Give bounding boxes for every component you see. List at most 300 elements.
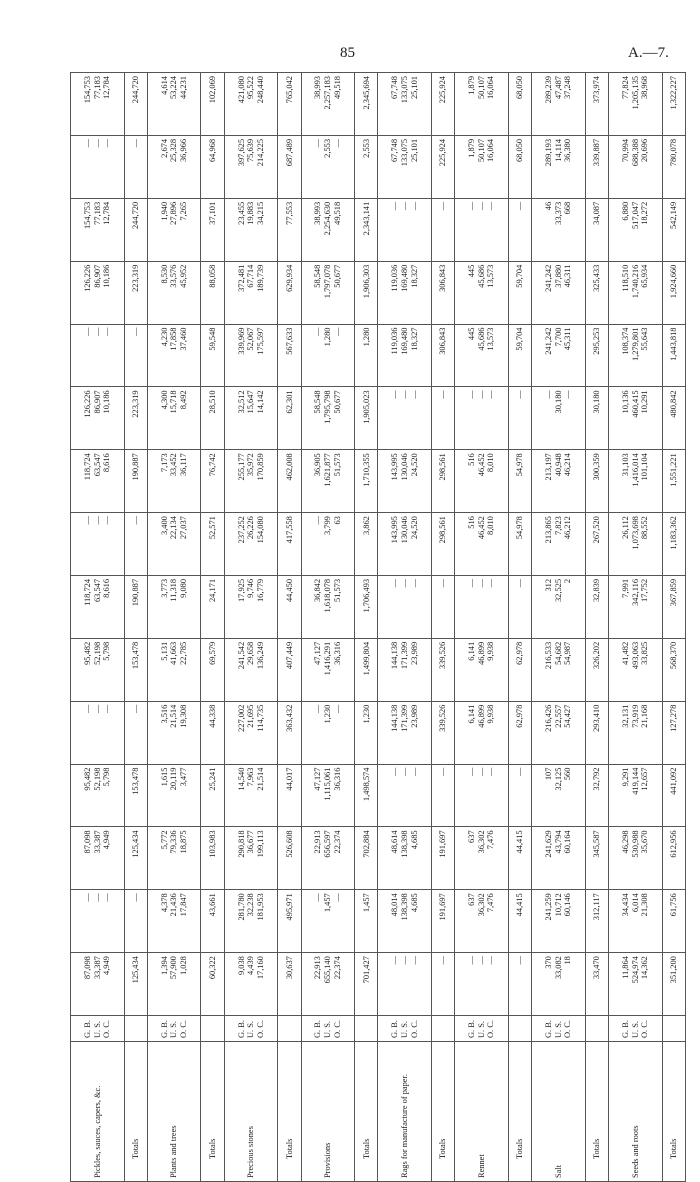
- value-cell: [224, 513, 278, 576]
- total-value-cell: 153,478: [124, 764, 147, 827]
- value: 7,823: [553, 516, 563, 535]
- value-cell: [301, 450, 355, 513]
- value-cell: [71, 953, 125, 1016]
- value-cell: [301, 513, 355, 576]
- totals-country-cell: [432, 1016, 455, 1042]
- value: 77,183: [92, 76, 102, 100]
- total-value-cell: 244,720: [124, 198, 147, 261]
- total-value-cell: 567,633: [278, 324, 301, 387]
- value-cell: [378, 324, 432, 387]
- value: 20,696: [640, 138, 650, 162]
- country-cell: [147, 1016, 201, 1042]
- value: 6,141: [467, 641, 477, 661]
- value-cell: [224, 387, 278, 450]
- total-value-cell: 526,608: [278, 827, 301, 890]
- value-cell: [301, 73, 355, 136]
- value: 45,952: [178, 264, 188, 288]
- value: 21,168: [640, 704, 650, 728]
- total-value-cell: 25,241: [201, 764, 224, 827]
- value: —: [92, 138, 102, 148]
- value: 1,205,135: [630, 76, 640, 110]
- value: 6,141: [467, 704, 477, 724]
- totals-country-cell: [585, 1016, 608, 1042]
- value: 9,291: [620, 767, 630, 787]
- total-value-cell: 612,956: [662, 827, 685, 890]
- country-code: O. C.: [255, 1020, 265, 1038]
- value: 29,658: [246, 641, 256, 665]
- totals-row: [585, 73, 608, 1182]
- value-cell: [609, 513, 663, 576]
- value: —: [82, 516, 92, 525]
- value: 5,131: [159, 641, 169, 661]
- value: 33,825: [640, 641, 650, 665]
- value: 34,215: [255, 201, 265, 225]
- value: 95,482: [82, 641, 92, 665]
- value: 14,142: [255, 390, 265, 414]
- value: 46,311: [563, 264, 573, 288]
- value: 32,525: [553, 578, 563, 603]
- value-cell: [532, 135, 586, 198]
- value: 4,949: [102, 956, 112, 975]
- total-value-cell: 68,050: [508, 73, 531, 136]
- value: 14,114: [553, 138, 563, 162]
- value-cell: [378, 261, 432, 324]
- value: 8,010: [486, 516, 496, 535]
- value-cell: [147, 513, 201, 576]
- value-cell: [609, 135, 663, 198]
- value: 241,242: [544, 264, 554, 292]
- value: 130,046: [399, 516, 409, 544]
- value: 87,098: [82, 830, 92, 854]
- value: 54,987: [563, 641, 573, 665]
- total-value-cell: 125,434: [124, 827, 147, 890]
- table-row: [71, 73, 125, 1182]
- value: —: [409, 578, 419, 588]
- value-cell: [532, 890, 586, 953]
- totals-row: [432, 73, 455, 1182]
- value: 290,818: [236, 830, 246, 858]
- total-value-cell: 568,370: [662, 638, 685, 701]
- country-code: G. B.: [236, 1020, 246, 1038]
- total-value-cell: —: [124, 135, 147, 198]
- value-cell: [455, 73, 509, 136]
- total-value-cell: 373,974: [585, 73, 608, 136]
- value: —: [476, 767, 486, 776]
- value-cell: [224, 764, 278, 827]
- value: 342,116: [630, 578, 640, 606]
- total-value-cell: 462,008: [278, 450, 301, 513]
- total-value-cell: 367,859: [662, 575, 685, 638]
- value: 101,104: [640, 453, 650, 481]
- value: 63,547: [92, 453, 102, 477]
- total-value-cell: 44,415: [508, 890, 531, 953]
- total-value-cell: —: [432, 764, 455, 827]
- value: 46: [544, 201, 554, 211]
- value: 114,735: [255, 704, 265, 732]
- value: 46,298: [620, 830, 630, 854]
- value: 171,399: [399, 704, 409, 732]
- value-cell: [609, 198, 663, 261]
- value-cell: [455, 953, 509, 1016]
- total-value-cell: 339,526: [432, 638, 455, 701]
- value: 281,780: [236, 893, 246, 921]
- value: 169,480: [399, 327, 409, 355]
- value: 77,824: [620, 76, 630, 100]
- value: 19,883: [246, 201, 256, 225]
- value: 241,259: [544, 893, 554, 921]
- value: 60,146: [563, 893, 573, 917]
- value-cell: [147, 638, 201, 701]
- value: 45,311: [563, 327, 573, 351]
- total-value-cell: 44,450: [278, 575, 301, 638]
- total-value-cell: 225,924: [432, 73, 455, 136]
- value: 421,080: [236, 76, 246, 104]
- value-cell: [455, 827, 509, 890]
- total-value-cell: 495,971: [278, 890, 301, 953]
- value: 54,682: [553, 641, 563, 665]
- value: 370: [544, 956, 554, 969]
- value-cell: [147, 135, 201, 198]
- commodity-label: Rennet: [455, 1042, 509, 1182]
- total-value-cell: 62,301: [278, 387, 301, 450]
- value: 339,969: [236, 327, 246, 355]
- total-value-cell: 1,551,221: [662, 450, 685, 513]
- value: —: [476, 956, 486, 965]
- value: 54,427: [563, 704, 573, 728]
- value: 1,879: [467, 76, 477, 95]
- value: 7,265: [178, 201, 188, 221]
- totals-row: [508, 73, 531, 1182]
- country-code: G. B.: [159, 1020, 169, 1038]
- value-cell: [378, 890, 432, 953]
- value-cell: [71, 324, 125, 387]
- value: —: [92, 327, 102, 336]
- value-cell: [455, 513, 509, 576]
- value: —: [82, 704, 92, 714]
- value-cell: [301, 575, 355, 638]
- value: 23,989: [409, 641, 419, 665]
- value-cell: [609, 890, 663, 953]
- country-cell: [301, 1016, 355, 1042]
- value: 33,387: [92, 830, 102, 854]
- total-value-cell: 325,433: [585, 261, 608, 324]
- value: 65,934: [640, 264, 650, 288]
- value: —: [313, 704, 323, 714]
- total-value-cell: 306,843: [432, 324, 455, 387]
- total-value-cell: 223,319: [124, 261, 147, 324]
- value: —: [82, 138, 92, 148]
- country-code: O. C.: [332, 1020, 342, 1038]
- country-code: G. B.: [82, 1020, 92, 1038]
- value: 419,144: [630, 767, 640, 795]
- value: —: [399, 201, 409, 211]
- value: 1,797,078: [323, 264, 333, 299]
- total-value-cell: —: [508, 953, 531, 1016]
- value: 21,514: [169, 704, 179, 728]
- value: 11,864: [620, 956, 630, 979]
- value: 77,183: [92, 201, 102, 225]
- value: 118,510: [620, 264, 630, 292]
- total-value-cell: 76,742: [201, 450, 224, 513]
- value: 1,416,291: [323, 641, 333, 676]
- totals-row: [201, 73, 224, 1182]
- value: 47,127: [313, 641, 323, 665]
- total-value-cell: 441,092: [662, 764, 685, 827]
- value: 33,452: [169, 453, 179, 477]
- value-cell: [455, 387, 509, 450]
- value: 9,938: [486, 641, 496, 661]
- value-cell: [609, 450, 663, 513]
- value-cell: [224, 135, 278, 198]
- value-cell: [147, 387, 201, 450]
- value: 24,520: [409, 453, 419, 477]
- value: 46,899: [476, 641, 486, 665]
- total-value-cell: 298,561: [432, 450, 455, 513]
- total-value-cell: 54,978: [508, 513, 531, 576]
- value-cell: [609, 261, 663, 324]
- value: 118,724: [82, 578, 92, 606]
- value: —: [102, 893, 112, 902]
- value: 4,685: [409, 830, 419, 850]
- value-cell: [609, 953, 663, 1016]
- value: 3,400: [159, 516, 169, 535]
- value: —: [313, 893, 323, 902]
- value: 13,573: [486, 264, 496, 288]
- total-value-cell: 52,571: [201, 513, 224, 576]
- value: 49,518: [332, 76, 342, 100]
- value: 530,988: [630, 830, 640, 858]
- value-cell: [301, 387, 355, 450]
- value: 18: [563, 956, 573, 965]
- value: 4,614: [159, 76, 169, 95]
- value: 4,439: [246, 956, 256, 975]
- value: —: [92, 704, 102, 714]
- total-value-cell: 1,706,493: [355, 575, 378, 638]
- value: 25,101: [409, 76, 419, 100]
- total-value-cell: 1,498,574: [355, 764, 378, 827]
- total-value-cell: —: [432, 575, 455, 638]
- total-value-cell: —: [508, 387, 531, 450]
- value: 143,995: [390, 453, 400, 481]
- value: 55,643: [640, 327, 650, 351]
- total-value-cell: 77,553: [278, 198, 301, 261]
- totals-country-cell: [355, 1016, 378, 1042]
- value: 32,125: [553, 767, 563, 791]
- value: 21,436: [169, 893, 179, 917]
- value: 688,388: [630, 138, 640, 167]
- value: 22,134: [169, 516, 179, 540]
- value: 213,197: [544, 453, 554, 481]
- value: 3,516: [159, 704, 169, 724]
- value: 9,080: [178, 578, 188, 598]
- value-cell: [147, 701, 201, 764]
- total-value-cell: 345,587: [585, 827, 608, 890]
- total-value-cell: 59,548: [201, 324, 224, 387]
- value: 45,686: [476, 327, 486, 351]
- value-cell: [532, 324, 586, 387]
- value: 35,972: [246, 453, 256, 477]
- value-cell: [224, 953, 278, 1016]
- total-value-cell: 407,449: [278, 638, 301, 701]
- value: —: [332, 893, 342, 902]
- value: 5,798: [102, 767, 112, 787]
- value: 23,455: [236, 201, 246, 225]
- value: 15,647: [246, 390, 256, 414]
- total-value-cell: 32,839: [585, 575, 608, 638]
- value-cell: [224, 73, 278, 136]
- value: 16,064: [486, 76, 496, 100]
- value: 171,399: [399, 641, 409, 670]
- value: 372,481: [236, 264, 246, 292]
- import-statistics-table: [70, 72, 686, 1182]
- value-cell: [147, 324, 201, 387]
- value: 656,597: [323, 830, 333, 858]
- value: 154,753: [82, 201, 92, 230]
- value: 60,164: [563, 830, 573, 854]
- total-value-cell: 28,510: [201, 387, 224, 450]
- value-cell: [301, 198, 355, 261]
- country-code: O. C.: [640, 1020, 650, 1038]
- country-code: G. B.: [544, 1020, 554, 1038]
- value-cell: [147, 73, 201, 136]
- value-cell: [301, 135, 355, 198]
- value: 17,752: [640, 578, 650, 603]
- value: —: [409, 767, 419, 776]
- value-cell: [532, 827, 586, 890]
- value-cell: [71, 261, 125, 324]
- total-value-cell: 88,058: [201, 261, 224, 324]
- value: —: [390, 578, 400, 588]
- total-value-cell: 1,710,355: [355, 450, 378, 513]
- value: 5,798: [102, 641, 112, 661]
- value: —: [399, 956, 409, 965]
- total-value-cell: —: [124, 890, 147, 953]
- table-row: [378, 73, 432, 1182]
- total-value-cell: 363,432: [278, 701, 301, 764]
- value: 119,036: [390, 327, 400, 355]
- value-cell: [455, 638, 509, 701]
- value: 7,476: [486, 893, 496, 913]
- value-cell: [378, 513, 432, 576]
- value: 17,847: [178, 893, 188, 917]
- value: 154,753: [82, 76, 92, 104]
- value: —: [102, 138, 112, 148]
- value: 138,398: [399, 893, 409, 921]
- totals-label: Totals: [201, 1042, 224, 1182]
- total-value-cell: 68,050: [508, 135, 531, 198]
- value: 216,426: [544, 704, 554, 732]
- country-code: U. S.: [553, 1021, 563, 1038]
- value: —: [544, 390, 554, 399]
- value: 17,858: [169, 327, 179, 351]
- value: 51,573: [332, 453, 342, 477]
- value: 25,101: [409, 138, 419, 162]
- value: 1,028: [178, 956, 188, 975]
- value: 213,865: [544, 516, 554, 544]
- value-cell: [455, 450, 509, 513]
- total-value-cell: 1,905,023: [355, 387, 378, 450]
- value: 241,542: [236, 641, 246, 670]
- total-value-cell: 60,322: [201, 953, 224, 1016]
- total-value-cell: 44,017: [278, 764, 301, 827]
- commodity-label: Pickles, sauces, capers, &c.: [71, 1042, 125, 1182]
- total-value-cell: 59,704: [508, 324, 531, 387]
- value: 4,378: [159, 893, 169, 913]
- value: 21,695: [246, 704, 256, 728]
- value-cell: [224, 198, 278, 261]
- value: 4,230: [159, 327, 169, 347]
- value: 10,291: [640, 390, 650, 414]
- value: 9,038: [236, 956, 246, 975]
- value: 1,115,061: [323, 767, 333, 801]
- value: 16,064: [486, 138, 496, 162]
- value: 38,968: [640, 76, 650, 100]
- value: 4,300: [159, 390, 169, 410]
- value: 57,900: [169, 956, 179, 980]
- value: —: [92, 893, 102, 902]
- totals-label: Totals: [662, 1042, 685, 1182]
- totals-country-cell: [278, 1016, 301, 1042]
- value: 10,186: [102, 264, 112, 288]
- value: 216,533: [544, 641, 554, 670]
- total-value-cell: 351,200: [662, 953, 685, 1016]
- value: 40,948: [553, 453, 563, 477]
- total-value-cell: 34,087: [585, 198, 608, 261]
- total-value-cell: 267,520: [585, 513, 608, 576]
- value: 126,226: [82, 390, 92, 418]
- value: 37,880: [553, 264, 563, 288]
- total-value-cell: 33,470: [585, 953, 608, 1016]
- value: 36,302: [476, 893, 486, 917]
- total-value-cell: 3,862: [355, 513, 378, 576]
- value: 516: [467, 516, 477, 529]
- total-value-cell: 191,697: [432, 890, 455, 953]
- total-value-cell: 1,924,660: [662, 261, 685, 324]
- total-value-cell: 24,171: [201, 575, 224, 638]
- value: 214,225: [255, 138, 265, 167]
- value-cell: [71, 450, 125, 513]
- value: 10,186: [102, 390, 112, 414]
- country-code: U. S.: [630, 1021, 640, 1038]
- country-code: U. S.: [323, 1021, 333, 1038]
- value: 51,573: [332, 578, 342, 603]
- value: 87,098: [82, 956, 92, 980]
- country-code: U. S.: [476, 1021, 486, 1038]
- value: 37,248: [563, 76, 573, 100]
- value: 144,138: [390, 704, 400, 732]
- value: —: [467, 578, 477, 588]
- value: 33,373: [553, 201, 563, 225]
- value: 1,073,698: [630, 516, 640, 550]
- table-body: [71, 73, 686, 1182]
- value: 22,557: [553, 704, 563, 728]
- value: 248,440: [255, 76, 265, 104]
- value: 33,576: [169, 264, 179, 288]
- total-value-cell: —: [124, 513, 147, 576]
- value-cell: [301, 890, 355, 953]
- total-value-cell: —: [124, 324, 147, 387]
- value: —: [399, 390, 409, 399]
- value: 3,799: [323, 516, 333, 535]
- value-cell: [224, 261, 278, 324]
- value: 12,784: [102, 76, 112, 100]
- value: 50,677: [332, 264, 342, 288]
- value: 88,552: [640, 516, 650, 540]
- table-row: [455, 73, 509, 1182]
- commodity-label: Precious stones: [224, 1042, 278, 1182]
- value-cell: [609, 638, 663, 701]
- value: 1,280: [323, 327, 333, 347]
